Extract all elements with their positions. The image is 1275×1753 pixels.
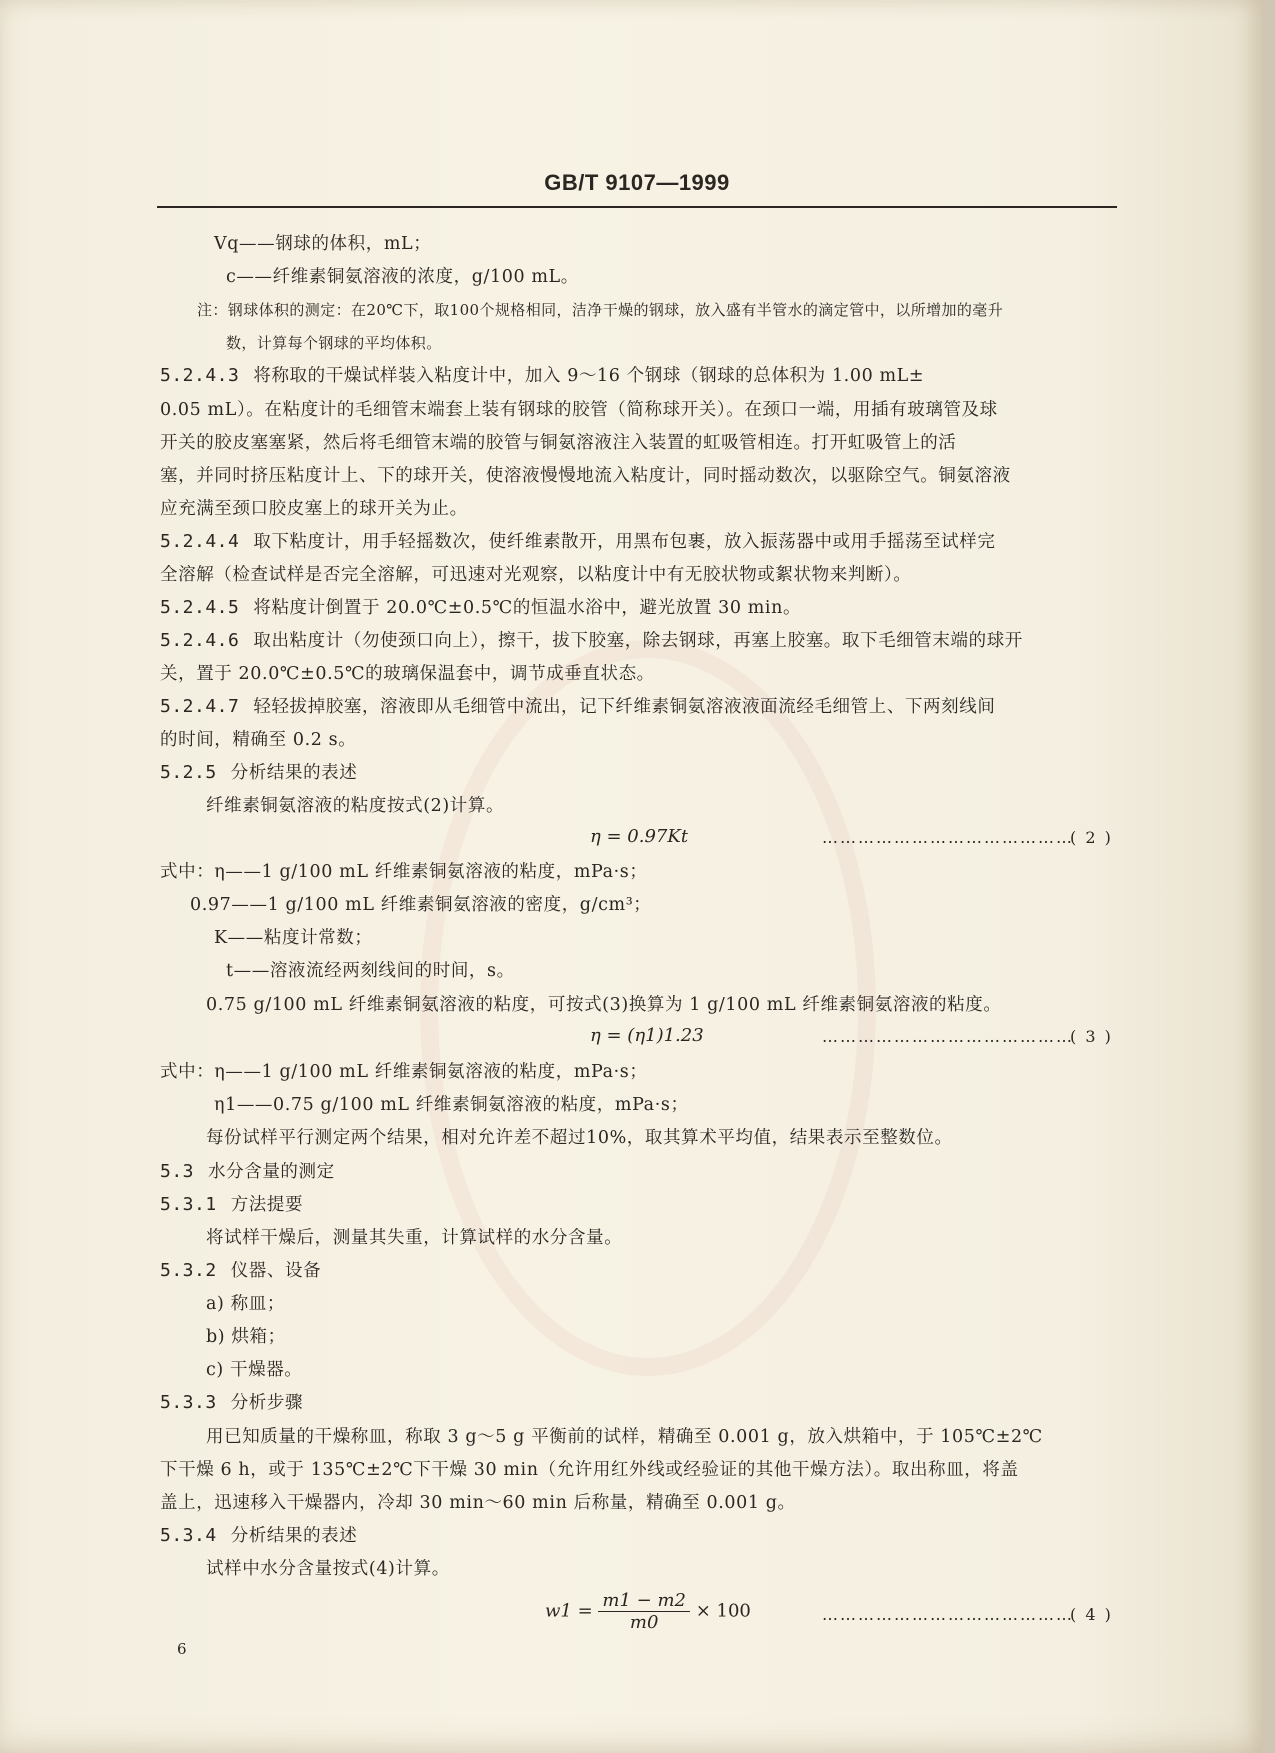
equation-4 bbox=[545, 1590, 751, 1633]
clause-number: 5.3.4 bbox=[160, 1525, 217, 1546]
clause-title: 水分含量的测定 bbox=[208, 1162, 335, 1182]
clause-number: 5.2.4.5 bbox=[160, 597, 240, 618]
clause-5-3-1-text: 将试样干燥后，测量其失重，计算试样的水分含量。 bbox=[206, 1228, 623, 1248]
clause-5-2-4-7-line-2: 的时间，精确至 0.2 s。 bbox=[160, 730, 357, 750]
where-density: 0.97——1 g/100 mL 纤维素铜氨溶液的密度，g/cm³； bbox=[190, 895, 652, 915]
clause-5-2-4-3-line-3: 开关的胶皮塞塞紧，然后将毛细管末端的胶管与铜氨溶液注入装置的虹吸管相连。打开虹吸管上的活 bbox=[160, 433, 957, 453]
equation-4-fraction bbox=[598, 1590, 690, 1633]
where-eta-3: 式中：η——1 g/100 mL 纤维素铜氨溶液的粘度，mPa·s； bbox=[160, 1062, 648, 1082]
clause-5-3-4-intro: 试样中水分含量按式(4)计算。 bbox=[206, 1559, 450, 1579]
clause-5-3-4-heading bbox=[160, 1524, 357, 1548]
clause-number: 5.3.2 bbox=[160, 1260, 217, 1281]
clause-5-2-5-heading bbox=[160, 761, 357, 785]
equation-2: η = 0.97Kt bbox=[590, 826, 689, 847]
clause-5-2-4-4-line-2: 全溶解（检查试样是否完全溶解，可迅速对光观察，以粘度计中有无胶状物或絮状物来判断）。 bbox=[160, 565, 912, 585]
clause-5-2-4-3-line-1 bbox=[160, 364, 924, 388]
clause-5-3-3-heading bbox=[160, 1391, 303, 1415]
note-line-2: 数，计算每个钢球的平均体积。 bbox=[226, 334, 442, 352]
clause-title: 分析结果的表述 bbox=[230, 1526, 358, 1546]
clause-5-2-4-4-line-1 bbox=[160, 530, 995, 554]
page-edge bbox=[1262, 0, 1275, 1753]
equation-3-number: ( 3 ) bbox=[1070, 1027, 1113, 1046]
clause-5-2-4-3-line-5: 应充满至颈口胶皮塞上的球开关为止。 bbox=[160, 499, 468, 519]
clause-5-2-4-5 bbox=[160, 596, 801, 620]
where-eta: 式中：η——1 g/100 mL 纤维素铜氨溶液的粘度，mPa·s； bbox=[160, 862, 648, 882]
standard-header: GB/T 9107—1999 bbox=[544, 170, 730, 195]
clause-5-3-3-line-2: 下干燥 6 h，或于 135℃±2℃下干燥 30 min（允许用红外线或经验证的其他干燥方法）。取出称皿，将盖 bbox=[160, 1460, 1019, 1480]
equation-3-leader: …………………………………… bbox=[822, 1027, 1074, 1046]
equipment-item-a: a) 称皿； bbox=[206, 1294, 285, 1314]
clause-number: 5.3 bbox=[160, 1161, 195, 1182]
clause-number: 5.2.4.7 bbox=[160, 696, 240, 717]
clause-number: 5.3.3 bbox=[160, 1392, 217, 1413]
equation-2-leader: …………………………………… bbox=[822, 828, 1074, 847]
clause-5-2-4-6-line-2: 关，置于 20.0℃±0.5℃的玻璃保温套中，调节成垂直状态。 bbox=[160, 664, 655, 684]
equation-4-denominator: m0 bbox=[629, 1612, 659, 1633]
clause-text: 取下粘度计，用手轻摇数次，使纤维素散开，用黑布包裹，放入振荡器中或用手摇荡至试样完 bbox=[253, 532, 996, 552]
where-eta1: η1——0.75 g/100 mL 纤维素铜氨溶液的粘度，mPa·s； bbox=[214, 1095, 689, 1115]
clause-text: 轻轻拔掉胶塞，溶液即从毛细管中流出，记下纤维素铜氨溶液液面流经毛细管上、下两刻线间 bbox=[253, 697, 996, 717]
clause-5-2-5-intro: 纤维素铜氨溶液的粘度按式(2)计算。 bbox=[206, 796, 505, 816]
clause-title: 方法提要 bbox=[230, 1195, 304, 1215]
clause-5-2-4-6-line-1 bbox=[160, 629, 1023, 653]
clause-5-3-3-line-1: 用已知质量的干燥称皿，称取 3 g～5 g 平衡前的试样，精确至 0.001 g，放入烘箱中，于 105℃±2℃ bbox=[206, 1427, 1043, 1447]
header-rule bbox=[157, 206, 1117, 208]
clause-title: 仪器、设备 bbox=[230, 1261, 322, 1281]
clause-5-3-3-line-3: 盖上，迅速移入干燥器内，冷却 30 min～60 min 后称量，精确至 0.001 g。 bbox=[160, 1493, 796, 1513]
page-number: 6 bbox=[177, 1640, 187, 1658]
clause-5-3-heading bbox=[160, 1160, 335, 1184]
equation-4-leader: …………………………………… bbox=[822, 1605, 1074, 1624]
def-vq: Vq——钢球的体积，mL； bbox=[214, 234, 432, 254]
equation-4-lhs: w1 = bbox=[545, 1600, 593, 1622]
where-k: K——粘度计常数； bbox=[214, 928, 373, 948]
clause-number: 5.3.1 bbox=[160, 1194, 217, 1215]
clause-5-2-4-7-line-1 bbox=[160, 695, 995, 719]
parallel-text: 每份试样平行测定两个结果，相对允许差不超过10%，取其算术平均值，结果表示至整数位。 bbox=[206, 1128, 953, 1148]
equipment-item-c: c) 干燥器。 bbox=[206, 1360, 303, 1380]
note-line-1: 注：钢球体积的测定：在20℃下，取100个规格相同，洁净干燥的钢球，放入盛有半管水的滴定管中，以所增加的毫升 bbox=[197, 301, 1004, 319]
clause-number: 5.2.4.3 bbox=[160, 365, 240, 386]
where-t: t——溶液流经两刻线间的时间，s。 bbox=[226, 961, 515, 981]
equation-4-rhs: × 100 bbox=[695, 1600, 751, 1622]
clause-text: 将粘度计倒置于 20.0℃±0.5℃的恒温水浴中，避光放置 30 min。 bbox=[253, 598, 802, 618]
clause-5-2-4-3-line-2: 0.05 mL）。在粘度计的毛细管末端套上装有钢球的胶管（简称球开关）。在颈口一端，用插有玻璃管及球 bbox=[160, 400, 998, 420]
clause-5-3-2-heading bbox=[160, 1259, 321, 1283]
equation-4-number: ( 4 ) bbox=[1070, 1605, 1113, 1624]
equation-3: η = (η1)1.23 bbox=[590, 1025, 704, 1046]
clause-text: 将称取的干燥试样装入粘度计中，加入 9～16 个钢球（钢球的总体积为 1.00 mL± bbox=[253, 366, 925, 386]
conversion-text: 0.75 g/100 mL 纤维素铜氨溶液的粘度，可按式(3)换算为 1 g/100 mL 纤维素铜氨溶液的粘度。 bbox=[206, 995, 1002, 1015]
equipment-item-b: b) 烘箱； bbox=[206, 1327, 286, 1347]
def-c: c——纤维素铜氨溶液的浓度，g/100 mL。 bbox=[226, 267, 579, 287]
equation-4-numerator: m1 − m2 bbox=[598, 1590, 690, 1612]
clause-number: 5.2.4.6 bbox=[160, 630, 240, 651]
clause-title: 分析结果的表述 bbox=[230, 763, 358, 783]
clause-number: 5.2.4.4 bbox=[160, 531, 240, 552]
clause-5-2-4-3-line-4: 塞，并同时挤压粘度计上、下的球开关，使溶液慢慢地流入粘度计，同时摇动数次，以驱除空气。铜氨溶液 bbox=[160, 466, 1011, 486]
clause-number: 5.2.5 bbox=[160, 762, 217, 783]
equation-2-number: ( 2 ) bbox=[1070, 828, 1113, 847]
clause-text: 取出粘度计（勿使颈口向上），擦干，拔下胶塞，除去钢球，再塞上胶塞。取下毛细管末端的球开 bbox=[253, 631, 1023, 651]
clause-title: 分析步骤 bbox=[230, 1393, 304, 1413]
clause-5-3-1-heading bbox=[160, 1193, 303, 1217]
